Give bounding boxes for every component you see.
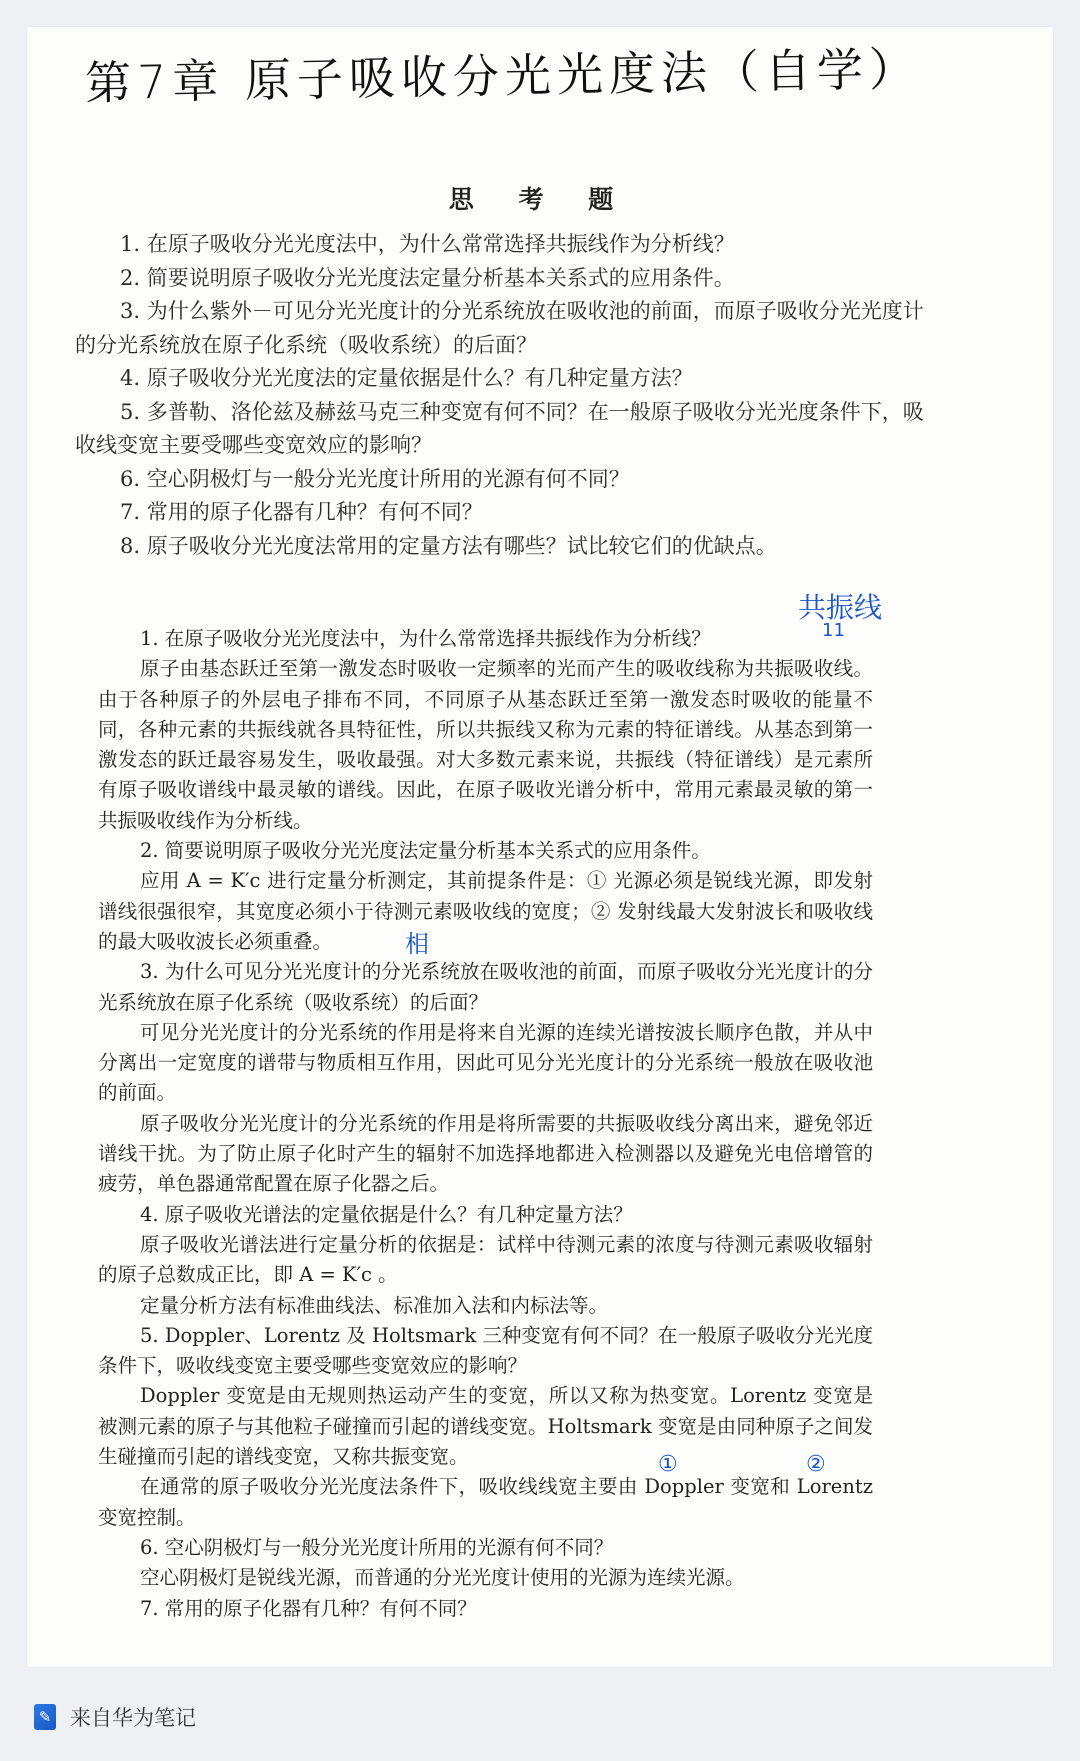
huawei-notes-icon: ✎ bbox=[34, 1704, 56, 1730]
answer-paragraph: 原子吸收分光光度计的分光系统的作用是将所需要的共振吸收线分离出来，避免邻近谱线干扰。为了防止原子化时产生的辐射不加选择地都进入检测器以及避免光电倍增管的疲劳，单色器通常配置在原子化器之后。 bbox=[98, 1111, 873, 1196]
answer-paragraph: 3. 为什么可见分光光度计的分光系统放在吸收池的前面，而原子吸收分光光度计的分光系统放在原子化系统（吸收系统）的后面？ bbox=[98, 960, 873, 1014]
question-item: 5. 多普勒、洛伦兹及赫兹马克三种变宽有何不同？在一般原子吸收分光光度条件下，吸收线变宽主要受哪些变宽效应的影响？ bbox=[75, 399, 924, 457]
question-item: 6. 空心阴极灯与一般分光光度计所用的光源有何不同？ bbox=[120, 466, 630, 491]
question-item: 7. 常用的原子化器有几种？有何不同？ bbox=[120, 500, 483, 524]
footer-source-label: 来自华为笔记 bbox=[70, 1706, 196, 1730]
answer-paragraph: Doppler 变宽是由无规则热运动产生的变宽，所以又称为热变宽。Lorentz 变宽是被测元素的原子与其他粒子碰撞而引起的谱线变宽。Holtsmark 变宽是由同种原子之间发生碰撞而引起的谱线变宽，又称共振变宽。 bbox=[98, 1384, 873, 1469]
handwritten-note-two: ② bbox=[806, 1452, 826, 1477]
answer-paragraph: 在通常的原子吸收分光光度法条件下，吸收线线宽主要由 Doppler 变宽和 Lorentz 变宽控制。 bbox=[98, 1475, 873, 1529]
question-item: 3. 为什么紫外－可见分光光度计的分光系统放在吸收池的前面，而原子吸收分光光度计的分光系统放在原子化系统（吸收系统）的后面？ bbox=[75, 299, 924, 357]
answer-paragraph: 原子吸收光谱法进行定量分析的依据是：试样中待测元素的浓度与待测元素吸收辐射的原子总数成正比，即 A = K′c 。 bbox=[98, 1232, 873, 1287]
handwritten-note-resonance: 共振线 bbox=[798, 591, 883, 624]
answer-paragraph: 6. 空心阴极灯与一般分光光度计所用的光源有何不同？ bbox=[140, 1535, 614, 1559]
answer-paragraph: 4. 原子吸收光谱法的定量依据是什么？有几种定量方法？ bbox=[140, 1202, 633, 1226]
question-item: 2. 简要说明原子吸收分光光度法定量分析基本关系式的应用条件。 bbox=[120, 265, 735, 290]
answer-paragraph: 应用 A = K′c 进行定量分析测定，其前提条件是：① 光源必须是锐线光源，即发射谱线很强很窄，其宽度必须小于待测元素吸收线的宽度；② 发射线最大发射波长和吸收线的最大吸收波长必须重叠。 bbox=[98, 869, 873, 953]
answer-paragraph: 2. 简要说明原子吸收分光光度法定量分析基本关系式的应用条件。 bbox=[140, 839, 711, 863]
answer-paragraph: 7. 常用的原子化器有几种？有何不同？ bbox=[140, 1596, 477, 1620]
handwritten-note-one: ① bbox=[658, 1452, 678, 1477]
answer-paragraph: 5. Doppler、Lorentz 及 Holtsmark 三种变宽有何不同？在一般原子吸收分光光度条件下，吸收线变宽主要受哪些变宽效应的影响？ bbox=[98, 1323, 873, 1378]
handwritten-title: 第7章 原子吸收分光光度法（自学） bbox=[84, 41, 922, 111]
app-footer bbox=[34, 1700, 196, 1734]
handwritten-note-eleven: 11 bbox=[822, 620, 845, 641]
answer-paragraph: 原子由基态跃迁至第一激发态时吸收一定频率的光而产生的吸收线称为共振吸收线。由于各种原子的外层电子排布不同，不同原子从基态跃迁至第一激发态时吸收的能量不同，各种元素的共振线就各具特征性，所以共振线又称为元素的特征谱线。从基态到第一激发态的跃迁最容易发生，吸收最强。对大多数元素来说，共振线（特征谱线）是元素所有原子吸收谱线中最灵敏的谱线。因此，在原子吸收光谱分析中，常用元素最灵敏的第一共振吸收线作为分析线。 bbox=[98, 657, 873, 832]
question-item: 1. 在原子吸收分光光度法中，为什么常常选择共振线作为分析线？ bbox=[120, 232, 735, 256]
answers-section bbox=[98, 624, 873, 1624]
question-item: 8. 原子吸收分光光度法常用的定量方法有哪些？试比较它们的优缺点。 bbox=[120, 533, 777, 558]
questions-heading: 思 考 题 bbox=[448, 185, 632, 214]
answer-paragraph: 可见分光光度计的分光系统的作用是将来自光源的连续光谱按波长顺序色散，并从中分离出一定宽度的谱带与物质相互作用，因此可见分光光度计的分光系统一般放在吸收池的前面。 bbox=[98, 1020, 873, 1105]
handwritten-note-overlap: 相 bbox=[405, 930, 429, 958]
answer-paragraph: 定量分析方法有标准曲线法、标准加入法和内标法等。 bbox=[140, 1293, 609, 1317]
answer-paragraph: 1. 在原子吸收分光光度法中，为什么常常选择共振线作为分析线？ bbox=[140, 627, 711, 650]
question-item: 4. 原子吸收分光光度法的定量依据是什么？有几种定量方法？ bbox=[120, 366, 693, 390]
question-list bbox=[75, 228, 935, 563]
answer-paragraph: 空心阴极灯是锐线光源，而普通的分光光度计使用的光源为连续光源。 bbox=[140, 1566, 745, 1590]
